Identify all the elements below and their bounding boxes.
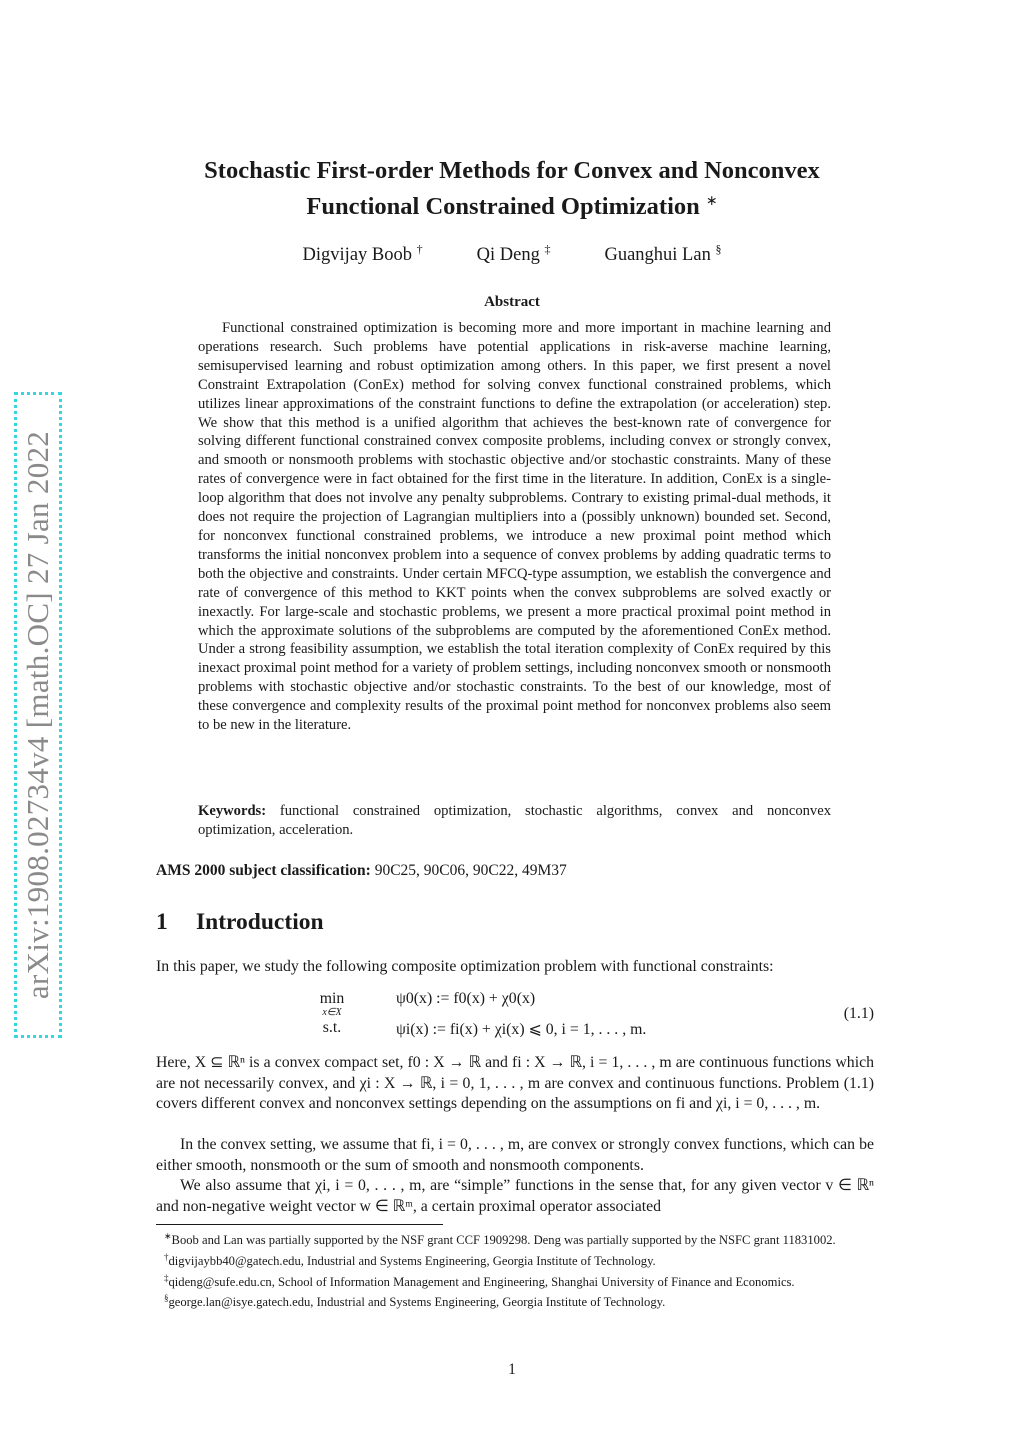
equation-1-1 [156,990,874,1040]
footnote-mark: § [164,1293,169,1304]
equation-number: (1.1) [843,1005,874,1022]
paragraph: We also assume that χi, i = 0, . . . , m, are “simple” functions in the sense that, for any given vector v ∈ ℝⁿ and non-negative weight vector w ∈ ℝᵐ, a certain proximal operator associated [156,1177,874,1215]
footnote-text: Boob and Lan was partially supported by the NSF grant CCF 1909298. Deng was partially supported by the NSFC grant 11831002. [171,1233,836,1248]
footnote-mark: † [164,1251,169,1262]
author-mark: § [715,242,722,256]
author-mark: † [416,242,423,256]
footnote-rule [156,1224,443,1225]
footnote [156,1270,874,1291]
keywords-label: Keywords: [198,803,267,819]
keywords [198,802,831,840]
arxiv-stamp [14,392,62,1038]
footnote [156,1249,874,1270]
author-mark: ‡ [544,242,551,256]
abstract-heading: Abstract [484,294,540,310]
paragraph: Here, X ⊆ ℝⁿ is a convex compact set, f0 : X → ℝ and fi : X → ℝ, i = 1, . . . , m are continuous functions which are not necessarily convex, and χi : X → ℝ, i = 0, 1, . . . , m are convex and continuous functions. Problem (1.1) covers different convex and nonconvex settings depending on the assumptions on fi and χi, i = 0, . . . , m. [156,1054,874,1112]
footnote-mark: ‡ [164,1272,169,1283]
title-footnote-mark: ∗ [705,194,718,209]
abstract-text: Functional constrained optimization is becoming more and more important in machine learning and operations research. Such problems have potential applications in risk-averse machine learning, semisupervised learning and robust optimization among others. In this paper, we first present a novel Constraint Extrapolation (ConEx) method for solving convex functional constrained problems, which utilizes linear approximations of the constraint functions to define the extrapolation (or acceleration) step. We show that this method is a unified algorithm that achieves the best-known rate of convergence for solving different functional constrained convex composite problems, including convex or strongly convex, and smooth or nonsmooth problems with stochastic objective and/or stochastic constraints. Many of these rates of convergence were in fact obtained for the first time in the literature. In addition, ConEx is a single-loop algorithm that does not involve any penalty subproblems. Contrary to existing primal-dual methods, it does not require the projection of Lagrangian multipliers into a (possibly unknown) bounded set. Second, for nonconvex functional constrained problems, we introduce a new proximal point method which transforms the initial nonconvex problem into a sequence of convex problems by adding quadratic terms to both the objective and constraints. Under certain MFCQ-type assumption, we establish the convergence and rate of convergence of this method to KKT points when the convex subproblems are solved exactly or inexactly. For large-scale and stochastic problems, we present a more practical proximal point method in which the approximate solutions of the subproblems are computed by the aforementioned ConEx method. Under a strong feasibility assumption, we establish the total iteration complexity of ConEx required by this inexact proximal point method for a variety of problem settings, including nonconvex smooth or nonsmooth problems with stochastic objective and/or stochastic constraints. To the best of our knowledge, most of these convergence and complexity results of the proximal point method for nonconvex problems also seem to be new in the literature. [198,320,831,734]
equation-st: s.t. [322,1019,342,1036]
equation-objective: ψ0(x) := f0(x) + χ0(x) [396,990,536,1007]
footnotes [156,1228,874,1311]
intro-sentence: In this paper, we study the following composite optimization problem with functional constraints: [156,958,774,975]
section-title: Introduction [196,909,324,935]
section-number: 1 [156,909,168,935]
arxiv-identifier: arXiv:1908.02734v4 [math.OC] 27 Jan 2022 [20,430,55,1000]
equation-constraint: ψi(x) := fi(x) + χi(x) ⩽ 0, i = 1, . . . , m. [396,1021,647,1038]
footnote-text: george.lan@isye.gatech.edu, Industrial and Systems Engineering, Georgia Institute of Technology. [168,1295,666,1310]
author-name: Guanghui Lan [604,245,711,266]
ams-codes: 90C25, 90C06, 90C22, 49M37 [374,862,567,879]
author-name: Digvijay Boob [302,245,413,266]
author [477,242,551,266]
footnote [156,1290,874,1311]
equation-min: min x∈X [302,990,362,1018]
ams-label: AMS 2000 subject classification: [156,862,371,879]
equation-min-subscript: x∈X [322,1007,342,1018]
paper-title-text: Stochastic First-order Methods for Convex and Nonconvex Functional Constrained Optimization [204,157,820,221]
section-heading [156,909,324,936]
paragraph: In the convex setting, we assume that fi, i = 0, . . . , m, are convex or strongly convex functions, which can be either smooth, nonsmooth or the sum of smooth and nonsmooth components. [156,1136,874,1174]
ams-classification [156,862,567,880]
author-list [150,242,874,266]
keywords-text: functional constrained optimization, stochastic algorithms, convex and nonconvex optimization, acceleration. [198,803,831,838]
page-number: 1 [508,1361,516,1378]
footnote-mark: ∗ [164,1231,172,1241]
footnote [156,1228,874,1249]
author-name: Qi Deng [476,245,540,266]
author [303,242,423,266]
paper-title [150,155,874,222]
footnote-text: qideng@sufe.edu.cn, School of Information Management and Engineering, Shanghai University of Finance and Economics. [168,1274,795,1289]
author [604,242,721,266]
footnote-text: digvijaybb40@gatech.edu, Industrial and Systems Engineering, Georgia Institute of Technology. [168,1253,656,1268]
